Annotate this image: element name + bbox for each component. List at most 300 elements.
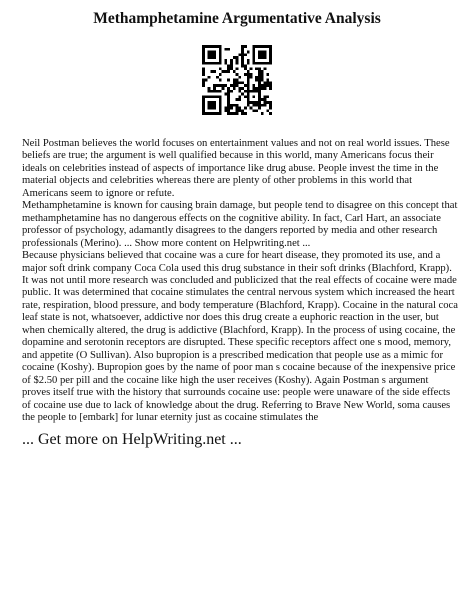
qr-module [210, 95, 213, 98]
qr-module [258, 79, 261, 82]
qr-module [224, 70, 227, 73]
qr-module [247, 84, 250, 87]
qr-module [230, 67, 233, 70]
qr-module [216, 84, 219, 87]
qr-module [233, 70, 236, 73]
qr-module [255, 76, 258, 79]
qr-module [216, 45, 219, 48]
qr-module [250, 67, 253, 70]
qr-module [202, 107, 205, 110]
page-title: Methamphetamine Argumentative Analysis [93, 10, 381, 27]
qr-module [227, 48, 230, 51]
qr-module [264, 84, 267, 87]
qr-module [269, 48, 272, 51]
qr-module [266, 62, 269, 65]
qr-module [227, 79, 230, 82]
qr-module [252, 104, 255, 107]
qr-module [261, 70, 264, 73]
qr-module [241, 109, 244, 112]
qr-module [213, 101, 216, 104]
qr-module [261, 51, 264, 54]
qr-module [247, 93, 250, 96]
qr-module [258, 107, 261, 110]
qr-module [244, 90, 247, 93]
qr-module [236, 104, 239, 107]
qr-module [261, 62, 264, 65]
qr-module [238, 87, 241, 90]
qr-module [205, 45, 208, 48]
qr-module [252, 62, 255, 65]
qr-module [210, 53, 213, 56]
qr-module [261, 112, 264, 115]
qr-module [258, 104, 261, 107]
qr-module [219, 67, 222, 70]
qr-module [208, 104, 211, 107]
qr-module [219, 90, 222, 93]
qr-module [255, 109, 258, 112]
qr-module [255, 67, 258, 70]
qr-module [250, 107, 253, 110]
qr-module [230, 112, 233, 115]
qr-module [252, 56, 255, 59]
qr-module [230, 90, 233, 93]
qr-module [269, 81, 272, 84]
qr-module [236, 59, 239, 62]
qr-module [219, 45, 222, 48]
qr-module [244, 95, 247, 98]
qr-module [210, 62, 213, 65]
qr-module [202, 62, 205, 65]
qr-module [241, 112, 244, 115]
qr-module [264, 101, 267, 104]
qr-module [258, 62, 261, 65]
qr-module [266, 45, 269, 48]
qr-module [244, 84, 247, 87]
qr-module [264, 67, 267, 70]
qr-module [208, 90, 211, 93]
qr-module [236, 79, 239, 82]
qr-module [205, 79, 208, 82]
qr-module [236, 56, 239, 59]
qr-module [202, 112, 205, 115]
qr-module [227, 67, 230, 70]
qr-module [236, 81, 239, 84]
qr-module [238, 98, 241, 101]
qr-module [213, 62, 216, 65]
qr-module [261, 104, 264, 107]
qr-module [219, 53, 222, 56]
qr-module [227, 93, 230, 96]
qr-module [213, 87, 216, 90]
qr-module [202, 56, 205, 59]
qr-module [224, 107, 227, 110]
qr-module [247, 76, 250, 79]
qr-module [233, 112, 236, 115]
qr-module [222, 87, 225, 90]
qr-module [255, 90, 258, 93]
qr-module [236, 107, 239, 110]
qr-module [230, 65, 233, 68]
qr-module [247, 62, 250, 65]
qr-module [202, 81, 205, 84]
qr-module [264, 45, 267, 48]
qr-module [269, 51, 272, 54]
qr-module [222, 70, 225, 73]
qr-module [233, 81, 236, 84]
qr-module [219, 51, 222, 54]
qr-module [261, 56, 264, 59]
qr-module [241, 62, 244, 65]
qr-module [210, 90, 213, 93]
qr-module [241, 93, 244, 96]
qr-module [208, 62, 211, 65]
qr-module [210, 51, 213, 54]
qr-module [269, 53, 272, 56]
qr-module [266, 84, 269, 87]
qr-module [261, 79, 264, 82]
qr-module [236, 73, 239, 76]
qr-module [213, 70, 216, 73]
qr-module [213, 45, 216, 48]
qr-module [264, 53, 267, 56]
qr-module [258, 101, 261, 104]
qr-module [250, 90, 253, 93]
qr-module [269, 101, 272, 104]
qr-module [227, 101, 230, 104]
qr-module [238, 109, 241, 112]
qr-module [208, 101, 211, 104]
qr-module [258, 73, 261, 76]
qr-module [266, 81, 269, 84]
qr-module [266, 73, 269, 76]
qr-module [213, 107, 216, 110]
qr-module [219, 59, 222, 62]
qr-module [264, 95, 267, 98]
get-more-link[interactable]: ... Get more on HelpWriting.net ... [22, 431, 242, 448]
qr-module [202, 51, 205, 54]
qr-module [258, 98, 261, 101]
qr-module [219, 112, 222, 115]
qr-module [205, 62, 208, 65]
qr-module [202, 70, 205, 73]
qr-module [202, 84, 205, 87]
qr-module [247, 70, 250, 73]
qr-module [230, 107, 233, 110]
qr-module [219, 84, 222, 87]
qr-module [219, 98, 222, 101]
qr-module [219, 73, 222, 76]
qr-module [258, 45, 261, 48]
qr-module [219, 101, 222, 104]
qr-module [216, 112, 219, 115]
qr-module [216, 62, 219, 65]
qr-module [236, 62, 239, 65]
qr-module [247, 51, 250, 54]
qr-module [208, 87, 211, 90]
qr-module [269, 107, 272, 110]
qr-module [238, 107, 241, 110]
qr-module [216, 95, 219, 98]
qr-module [258, 56, 261, 59]
qr-module [208, 51, 211, 54]
qr-module [227, 90, 230, 93]
qr-module [261, 73, 264, 76]
qr-module [269, 104, 272, 107]
qr-module [241, 53, 244, 56]
qr-module [252, 101, 255, 104]
qr-module [202, 95, 205, 98]
qr-module [216, 90, 219, 93]
qr-module [247, 79, 250, 82]
qr-module [247, 59, 250, 62]
qr-module [233, 87, 236, 90]
qr-module [224, 62, 227, 65]
qr-module [258, 93, 261, 96]
qr-module [258, 90, 261, 93]
qr-module [227, 112, 230, 115]
qr-module [258, 53, 261, 56]
qr-module [210, 45, 213, 48]
qr-module [219, 62, 222, 65]
qr-module [261, 87, 264, 90]
qr-module [252, 51, 255, 54]
qr-module [241, 51, 244, 54]
qr-module [244, 67, 247, 70]
qr-module [219, 79, 222, 82]
qr-module [269, 62, 272, 65]
qr-module [241, 45, 244, 48]
qr-module [255, 101, 258, 104]
qr-module [244, 65, 247, 68]
qr-module [205, 95, 208, 98]
qr-module [230, 62, 233, 65]
qr-module [202, 45, 205, 48]
qr-module [244, 53, 247, 56]
qr-module [227, 87, 230, 90]
qr-module [255, 87, 258, 90]
qr-module [210, 56, 213, 59]
qr-module [261, 98, 264, 101]
qr-module [224, 84, 227, 87]
qr-module [230, 84, 233, 87]
qr-module [213, 56, 216, 59]
qr-module [266, 95, 269, 98]
qr-module [247, 101, 250, 104]
qr-module [208, 95, 211, 98]
paragraph-cocaine: Because physicians believed that cocaine was a cure for heart disease, they promoted its use, and a major soft drink company Coca Cola used this drug substance in their soft drinks (Blachford, Krapp). It was not until more research was concluded and publicized that the real effects of cocaine were made public. It was determined that cocaine stimulates the central nervous system which increased the heart rate, respiration, blood pressure, and body temperature (Blachford, Krapp). Cocaine in the natural coca leaf state is not, whatsoever, addictive nor does this drug create a euphoric reaction in the user, but when chemically altered, the drug is addictive (Blachford, Krapp). In the process of using cocaine, the dopamine and serotonin receptors are disrupted. These specific receptors affect one s mood, memory, and appetite (O Sullivan). Also bupropion is a prescribed medication that people use as a mimic for cocaine (Koshy). Bupropion goes by the name of poor man s cocaine because of the inexpensive price of $2.50 per pill and the cocaine like high the user receives (Koshy). Again Postman s argument proves itself true with the history that surrounds cocaine use: people were unaware of the side effects of cocaine use due to lack of knowledge about the drug. Referring to Brave New World, soma causes the people to [embark] for lunar eternity just as cocaine stimulates the [22, 250, 458, 423]
qr-module [230, 104, 233, 107]
qr-module [238, 53, 241, 56]
qr-module [236, 67, 239, 70]
qr-module [236, 109, 239, 112]
qr-module [233, 104, 236, 107]
qr-module [213, 84, 216, 87]
qr-module [219, 48, 222, 51]
qr-module [244, 112, 247, 115]
qr-module [224, 109, 227, 112]
qr-module [210, 107, 213, 110]
qr-module [241, 81, 244, 84]
qr-module [224, 93, 227, 96]
qr-module [247, 104, 250, 107]
qr-module [252, 59, 255, 62]
qr-module [264, 81, 267, 84]
qr-module [261, 45, 264, 48]
qr-module [250, 73, 253, 76]
qr-module [250, 101, 253, 104]
qr-module [227, 65, 230, 68]
qr-module [255, 62, 258, 65]
qr-module [202, 73, 205, 76]
qr-module [247, 98, 250, 101]
qr-module [219, 109, 222, 112]
qr-module [202, 98, 205, 101]
qr-module [269, 84, 272, 87]
qr-module [252, 109, 255, 112]
qr-module [202, 79, 205, 82]
qr-module [247, 73, 250, 76]
qr-module [210, 104, 213, 107]
qr-module [222, 84, 225, 87]
qr-module [264, 98, 267, 101]
qr-module [252, 90, 255, 93]
qr-module [264, 51, 267, 54]
qr-module [255, 104, 258, 107]
qr-module [264, 87, 267, 90]
qr-module [244, 73, 247, 76]
qr-module [258, 81, 261, 84]
qr-module [227, 70, 230, 73]
qr-module [219, 107, 222, 110]
qr-module [208, 107, 211, 110]
qr-module [266, 101, 269, 104]
qr-module [202, 101, 205, 104]
paragraph-methamphetamine: Methamphetamine is known for causing brain damage, but people tend to disagree on this concept that methamphetamine has no dangerous effects on the cognitive ability. In fact, Carl Hart, an associate professor of psychology, adamantly disagrees to the dangers reported by media and other research professionals (Merino). ... Show more content on Helpwriting.net ... [22, 200, 458, 249]
qr-module [205, 112, 208, 115]
qr-module [269, 59, 272, 62]
qr-module [202, 59, 205, 62]
qr-module [261, 53, 264, 56]
qr-module [264, 62, 267, 65]
qr-module [241, 65, 244, 68]
qr-module [258, 95, 261, 98]
qr-module [252, 53, 255, 56]
qr-module [241, 59, 244, 62]
qr-module [202, 109, 205, 112]
qr-code-icon[interactable] [202, 45, 272, 115]
qr-module [227, 98, 230, 101]
qr-module [269, 87, 272, 90]
qr-module [264, 56, 267, 59]
qr-module [252, 87, 255, 90]
qr-module [213, 90, 216, 93]
qr-module [238, 90, 241, 93]
qr-module [227, 109, 230, 112]
qr-module [258, 70, 261, 73]
qr-module [233, 84, 236, 87]
qr-module [261, 84, 264, 87]
qr-module [208, 76, 211, 79]
qr-module [210, 70, 213, 73]
qr-module [210, 101, 213, 104]
qr-module [230, 59, 233, 62]
qr-module [244, 45, 247, 48]
qr-module [233, 79, 236, 82]
qr-module [247, 95, 250, 98]
qr-module [208, 53, 211, 56]
qr-module [258, 76, 261, 79]
qr-module [213, 112, 216, 115]
qr-module [202, 104, 205, 107]
qr-module [238, 95, 241, 98]
qr-module [258, 84, 261, 87]
qr-module [236, 98, 239, 101]
qr-module [247, 81, 250, 84]
qr-module [250, 76, 253, 79]
qr-module [241, 48, 244, 51]
qr-module [258, 51, 261, 54]
qr-module [213, 53, 216, 56]
qr-module [264, 104, 267, 107]
qr-module [247, 87, 250, 90]
qr-module [255, 45, 258, 48]
qr-module [258, 87, 261, 90]
qr-module [252, 45, 255, 48]
qr-module [247, 90, 250, 93]
qr-module [202, 48, 205, 51]
qr-module [252, 48, 255, 51]
qr-module [227, 104, 230, 107]
qr-module [216, 76, 219, 79]
qr-module [213, 51, 216, 54]
qr-module [208, 45, 211, 48]
qr-module [219, 56, 222, 59]
qr-module [238, 76, 241, 79]
qr-module [213, 104, 216, 107]
qr-module [210, 112, 213, 115]
qr-module [241, 56, 244, 59]
qr-module [269, 45, 272, 48]
qr-module [238, 81, 241, 84]
qr-module [219, 104, 222, 107]
qr-module [244, 107, 247, 110]
qr-module [208, 56, 211, 59]
qr-module [266, 79, 269, 82]
qr-module [261, 76, 264, 79]
qr-module [255, 79, 258, 82]
qr-module [241, 87, 244, 90]
qr-module [224, 59, 227, 62]
qr-module [269, 112, 272, 115]
paragraph-intro: Neil Postman believes the world focuses on entertainment values and not on real world issues. These beliefs are true; the argument is well qualified because in this world, many Americans focus their ideals on celebrities instead of aspects of importance like drug abuse. People invest the time in the material objects and celebrities whereas there are plenty of other problems in this world that Americans seem to ignore or refute. [22, 138, 450, 199]
qr-module [224, 48, 227, 51]
qr-module [202, 53, 205, 56]
qr-module [227, 107, 230, 110]
qr-module [236, 84, 239, 87]
qr-module [269, 56, 272, 59]
qr-code-graphic [202, 45, 272, 115]
qr-module [258, 67, 261, 70]
qr-module [219, 95, 222, 98]
article-body [22, 138, 458, 424]
qr-module [202, 67, 205, 70]
qr-module [227, 95, 230, 98]
qr-module [236, 112, 239, 115]
qr-module [208, 112, 211, 115]
qr-module [266, 109, 269, 112]
qr-module [233, 56, 236, 59]
qr-module [213, 95, 216, 98]
